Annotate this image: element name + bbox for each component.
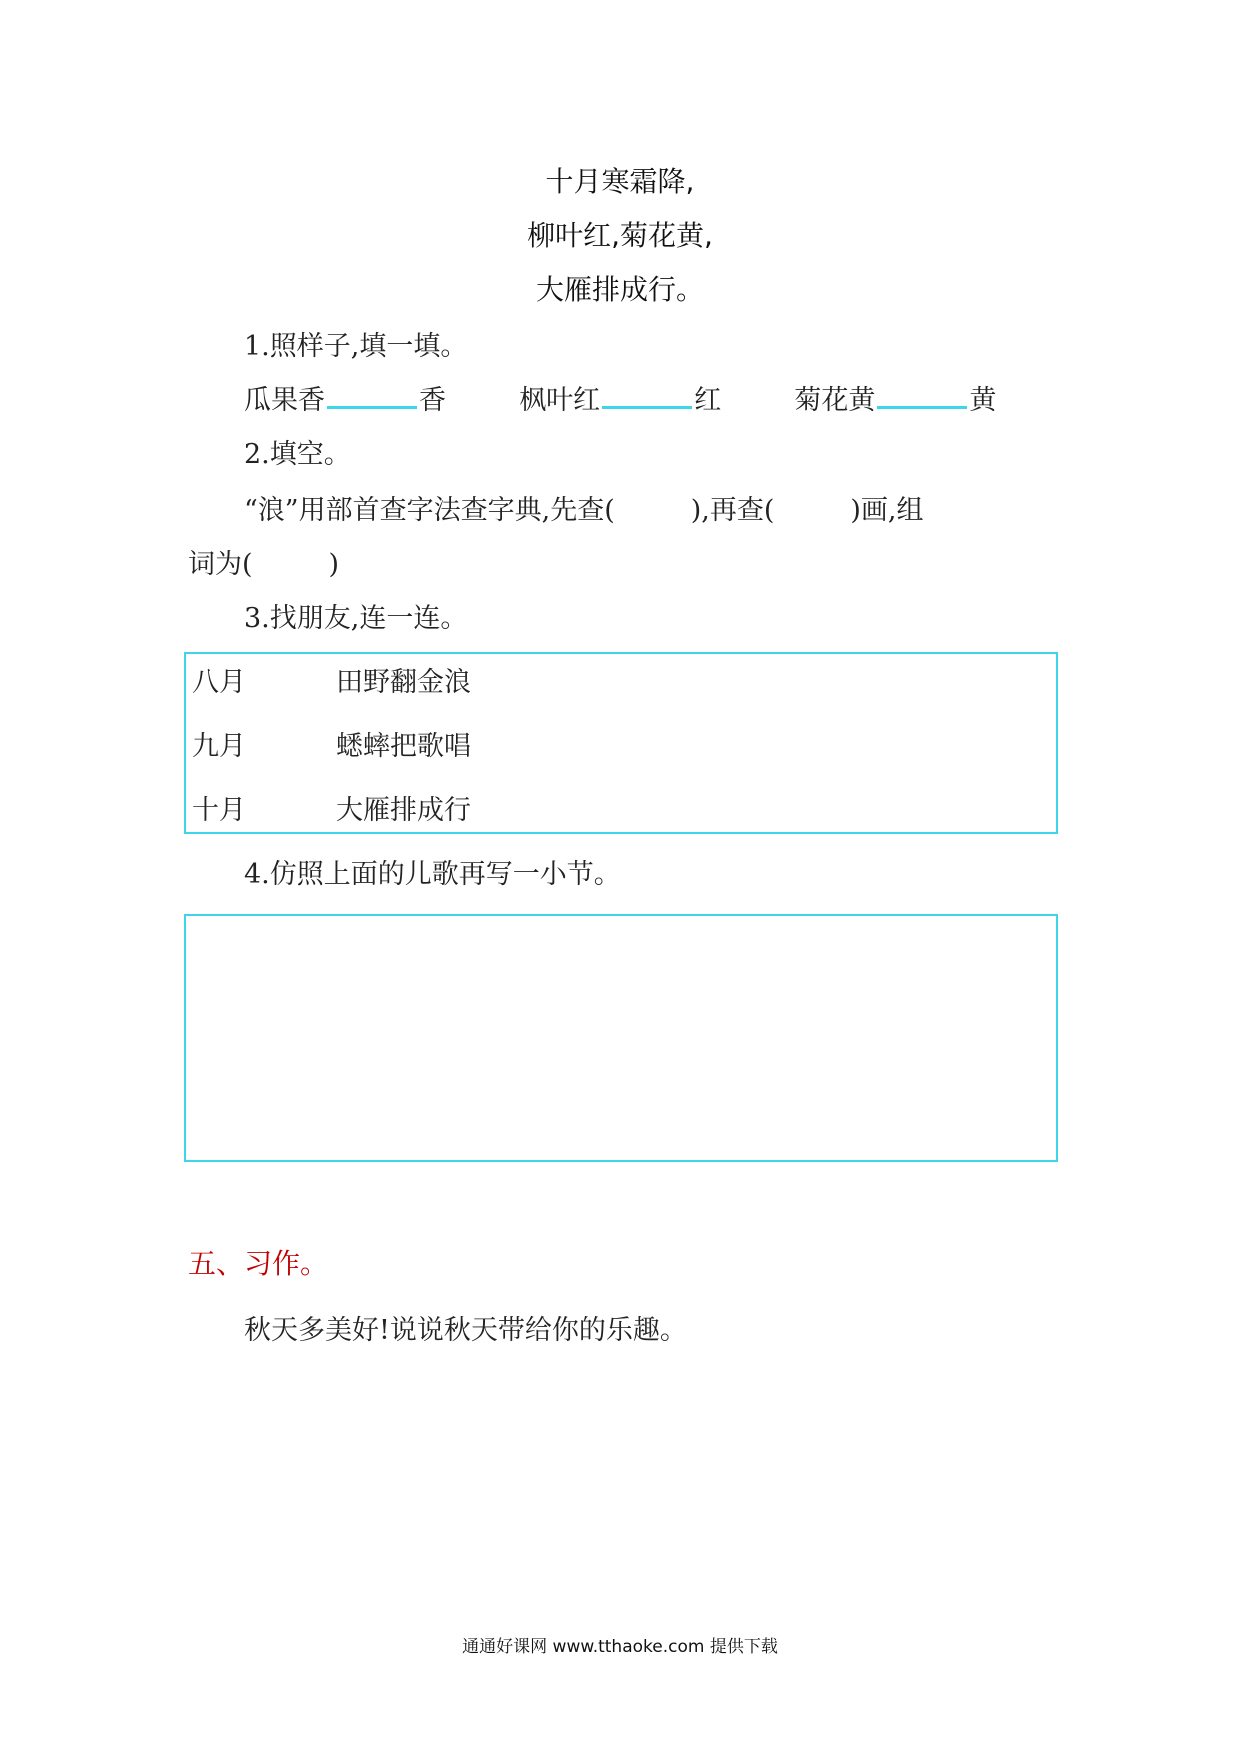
q1-item-3-prefix: 菊花黄 [794,385,876,416]
q2-part-1: “浪”用部首查字法查字典,先查( [244,495,615,526]
question-2-text-line-2 [188,542,339,581]
question-2-text-line-1 [244,488,924,527]
q2-part-4: 词为( [188,549,253,580]
match-left-3[interactable]: 十月 [192,795,246,826]
writing-box[interactable] [184,914,1058,1162]
q1-blank-1[interactable] [327,384,417,409]
q2-part-3: )画,组 [850,495,924,526]
match-right-3[interactable]: 大雁排成行 [336,795,471,826]
q1-item-3-suffix: 黄 [969,385,997,416]
section-5-title: 五、习作。 [188,1247,329,1280]
q2-part-2: ),再查( [690,495,775,526]
match-left-1[interactable]: 八月 [192,667,246,698]
q1-item-2-suffix: 红 [694,385,722,416]
poem-line-1: 十月寒霜降, [545,165,695,198]
question-1-title: 1.照样子,填一填。 [244,331,468,362]
q1-item-2-prefix: 枫叶红 [519,385,601,416]
q1-item-1-prefix: 瓜果香 [244,385,325,416]
question-3-title: 3.找朋友,连一连。 [244,603,468,634]
match-left-2[interactable]: 九月 [192,731,246,762]
matching-box [184,652,1058,834]
question-1-row [244,378,996,417]
match-right-1[interactable]: 田野翻金浪 [336,667,471,698]
question-2-title: 2.填空。 [244,439,351,470]
poem-line-3: 大雁排成行。 [535,273,704,306]
q1-blank-2[interactable] [602,384,692,409]
q1-blank-3[interactable] [877,384,967,409]
footer-credit: 通通好课网 www.tthaoke.com 提供下载 [462,1637,778,1657]
q2-part-5: ) [328,549,340,580]
section-5-prompt: 秋天多美好!说说秋天带给你的乐趣。 [244,1315,687,1346]
question-4-title: 4.仿照上面的儿歌再写一小节。 [244,859,621,890]
match-right-2[interactable]: 蟋蟀把歌唱 [336,731,471,762]
q1-item-1-suffix: 香 [419,385,446,416]
poem-line-2: 柳叶红,菊花黄, [527,219,713,252]
